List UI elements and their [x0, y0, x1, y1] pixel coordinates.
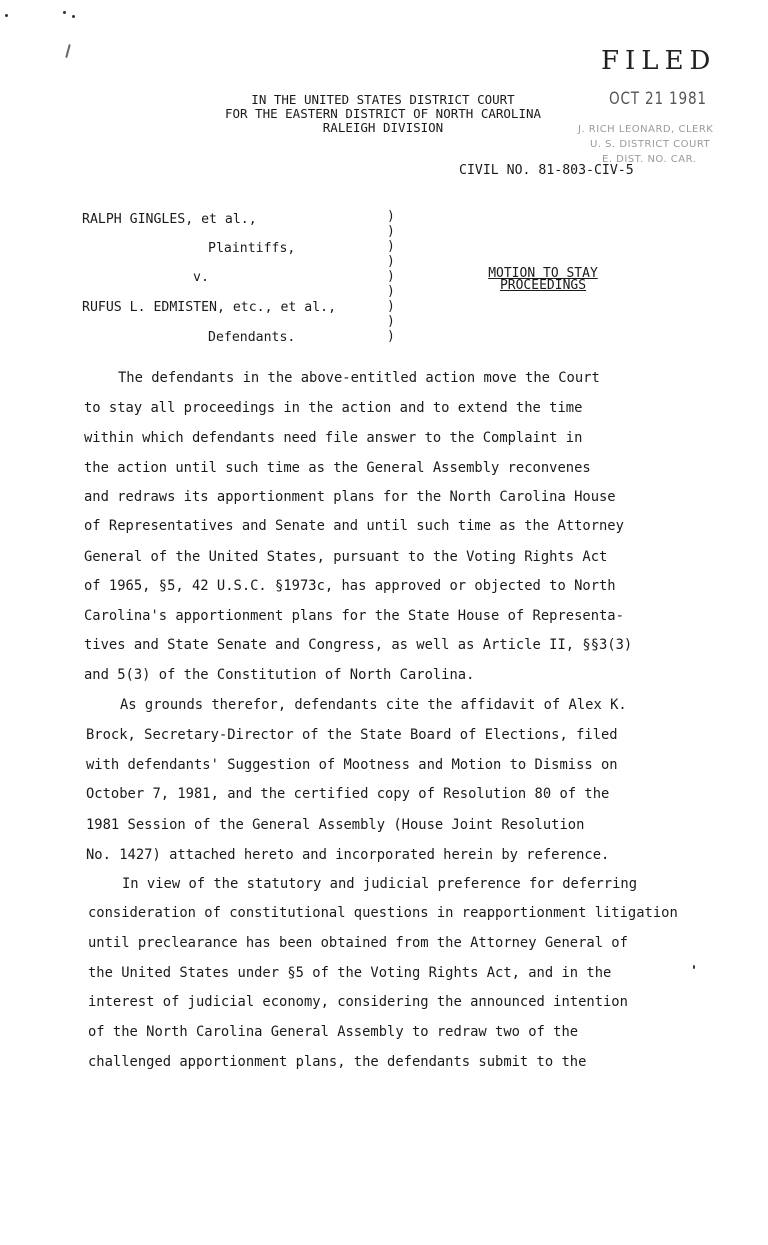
body-line: October 7, 1981, and the certified copy of Resolution 80 of the [86, 786, 610, 802]
body-line: In view of the statutory and judicial preference for deferring [122, 876, 637, 892]
court-heading-line: RALEIGH DIVISION [322, 120, 444, 135]
defendant-name: RUFUS L. EDMISTEN, etc., et al., [82, 300, 337, 315]
motion-title [478, 268, 608, 292]
filed-stamp-court: U. S. DISTRICT COURT [590, 139, 711, 150]
body-line: with defendants' Suggestion of Mootness and Motion to Dismiss on [86, 757, 618, 773]
body-line: interest of judicial economy, considering the announced intention [88, 994, 628, 1010]
plaintiffs-label: Plaintiffs, [208, 241, 296, 256]
filed-stamp-district: E. DIST. NO. CAR. [602, 154, 697, 165]
paren: ) [387, 314, 395, 329]
case-number: CIVIL NO. 81-803-CIV-5 [459, 163, 634, 178]
filed-stamp-clerk: J. RICH LEONARD, CLERK [578, 124, 714, 135]
body-line: No. 1427) attached hereto and incorporated herein by reference. [86, 847, 610, 863]
paren: ) [387, 254, 395, 269]
paren: ) [387, 209, 395, 224]
paren: ) [387, 299, 395, 314]
plaintiff-name: RALPH GINGLES, et al., [82, 212, 257, 227]
body-line: the action until such time as the General Assembly reconvenes [84, 460, 591, 476]
body-line: General of the United States, pursuant to the Voting Rights Act [84, 549, 608, 565]
ink-speck [72, 15, 75, 18]
body-line: Carolina's apportionment plans for the State House of Representa- [84, 608, 624, 624]
body-line: and 5(3) of the Constitution of North Carolina. [84, 667, 475, 683]
motion-title-line: MOTION TO STAY [488, 266, 598, 281]
body-line: The defendants in the above-entitled action move the Court [118, 370, 600, 386]
body-line: to stay all proceedings in the action and to extend the time [84, 400, 583, 416]
paren: ) [387, 329, 395, 344]
defendants-label: Defendants. [208, 330, 296, 345]
ink-speck [5, 14, 8, 17]
body-line: of Representatives and Senate and until such time as the Attorney [84, 518, 624, 534]
paren: ) [387, 224, 395, 239]
body-line: tives and State Senate and Congress, as well as Article II, §§3(3) [84, 637, 633, 653]
ink-mark [65, 44, 70, 58]
court-heading-line: IN THE UNITED STATES DISTRICT COURT [251, 92, 515, 107]
paren: ) [387, 269, 395, 284]
body-line: of 1965, §5, 42 U.S.C. §1973c, has approved or objected to North [84, 578, 616, 594]
ink-speck [63, 11, 66, 14]
body-line: consideration of constitutional questions in reapportionment litigation [88, 905, 678, 921]
body-line: the United States under §5 of the Voting Rights Act, and in the [88, 965, 612, 981]
body-line: and redraws its apportionment plans for the North Carolina House [84, 489, 616, 505]
body-line: 1981 Session of the General Assembly (House Joint Resolution [86, 817, 585, 833]
body-line: Brock, Secretary-Director of the State Board of Elections, filed [86, 727, 618, 743]
body-line: until preclearance has been obtained from the Attorney General of [88, 935, 628, 951]
court-heading [190, 93, 576, 135]
paren: ) [387, 239, 395, 254]
filed-stamp-date: OCT 21 1981 [609, 89, 707, 109]
ink-speck [693, 965, 695, 969]
body-line: As grounds therefor, defendants cite the affidavit of Alex K. [120, 697, 627, 713]
paren: ) [387, 284, 395, 299]
filed-stamp-title: FILED [601, 46, 717, 76]
versus: v. [193, 270, 209, 285]
motion-title-line: PROCEEDINGS [499, 278, 587, 293]
body-line: challenged apportionment plans, the defendants submit to the [88, 1054, 587, 1070]
caption-parentheses [387, 209, 395, 344]
body-line: within which defendants need file answer to the Complaint in [84, 430, 583, 446]
body-line: of the North Carolina General Assembly to redraw two of the [88, 1024, 579, 1040]
court-heading-line: FOR THE EASTERN DISTRICT OF NORTH CAROLINA [224, 106, 542, 121]
